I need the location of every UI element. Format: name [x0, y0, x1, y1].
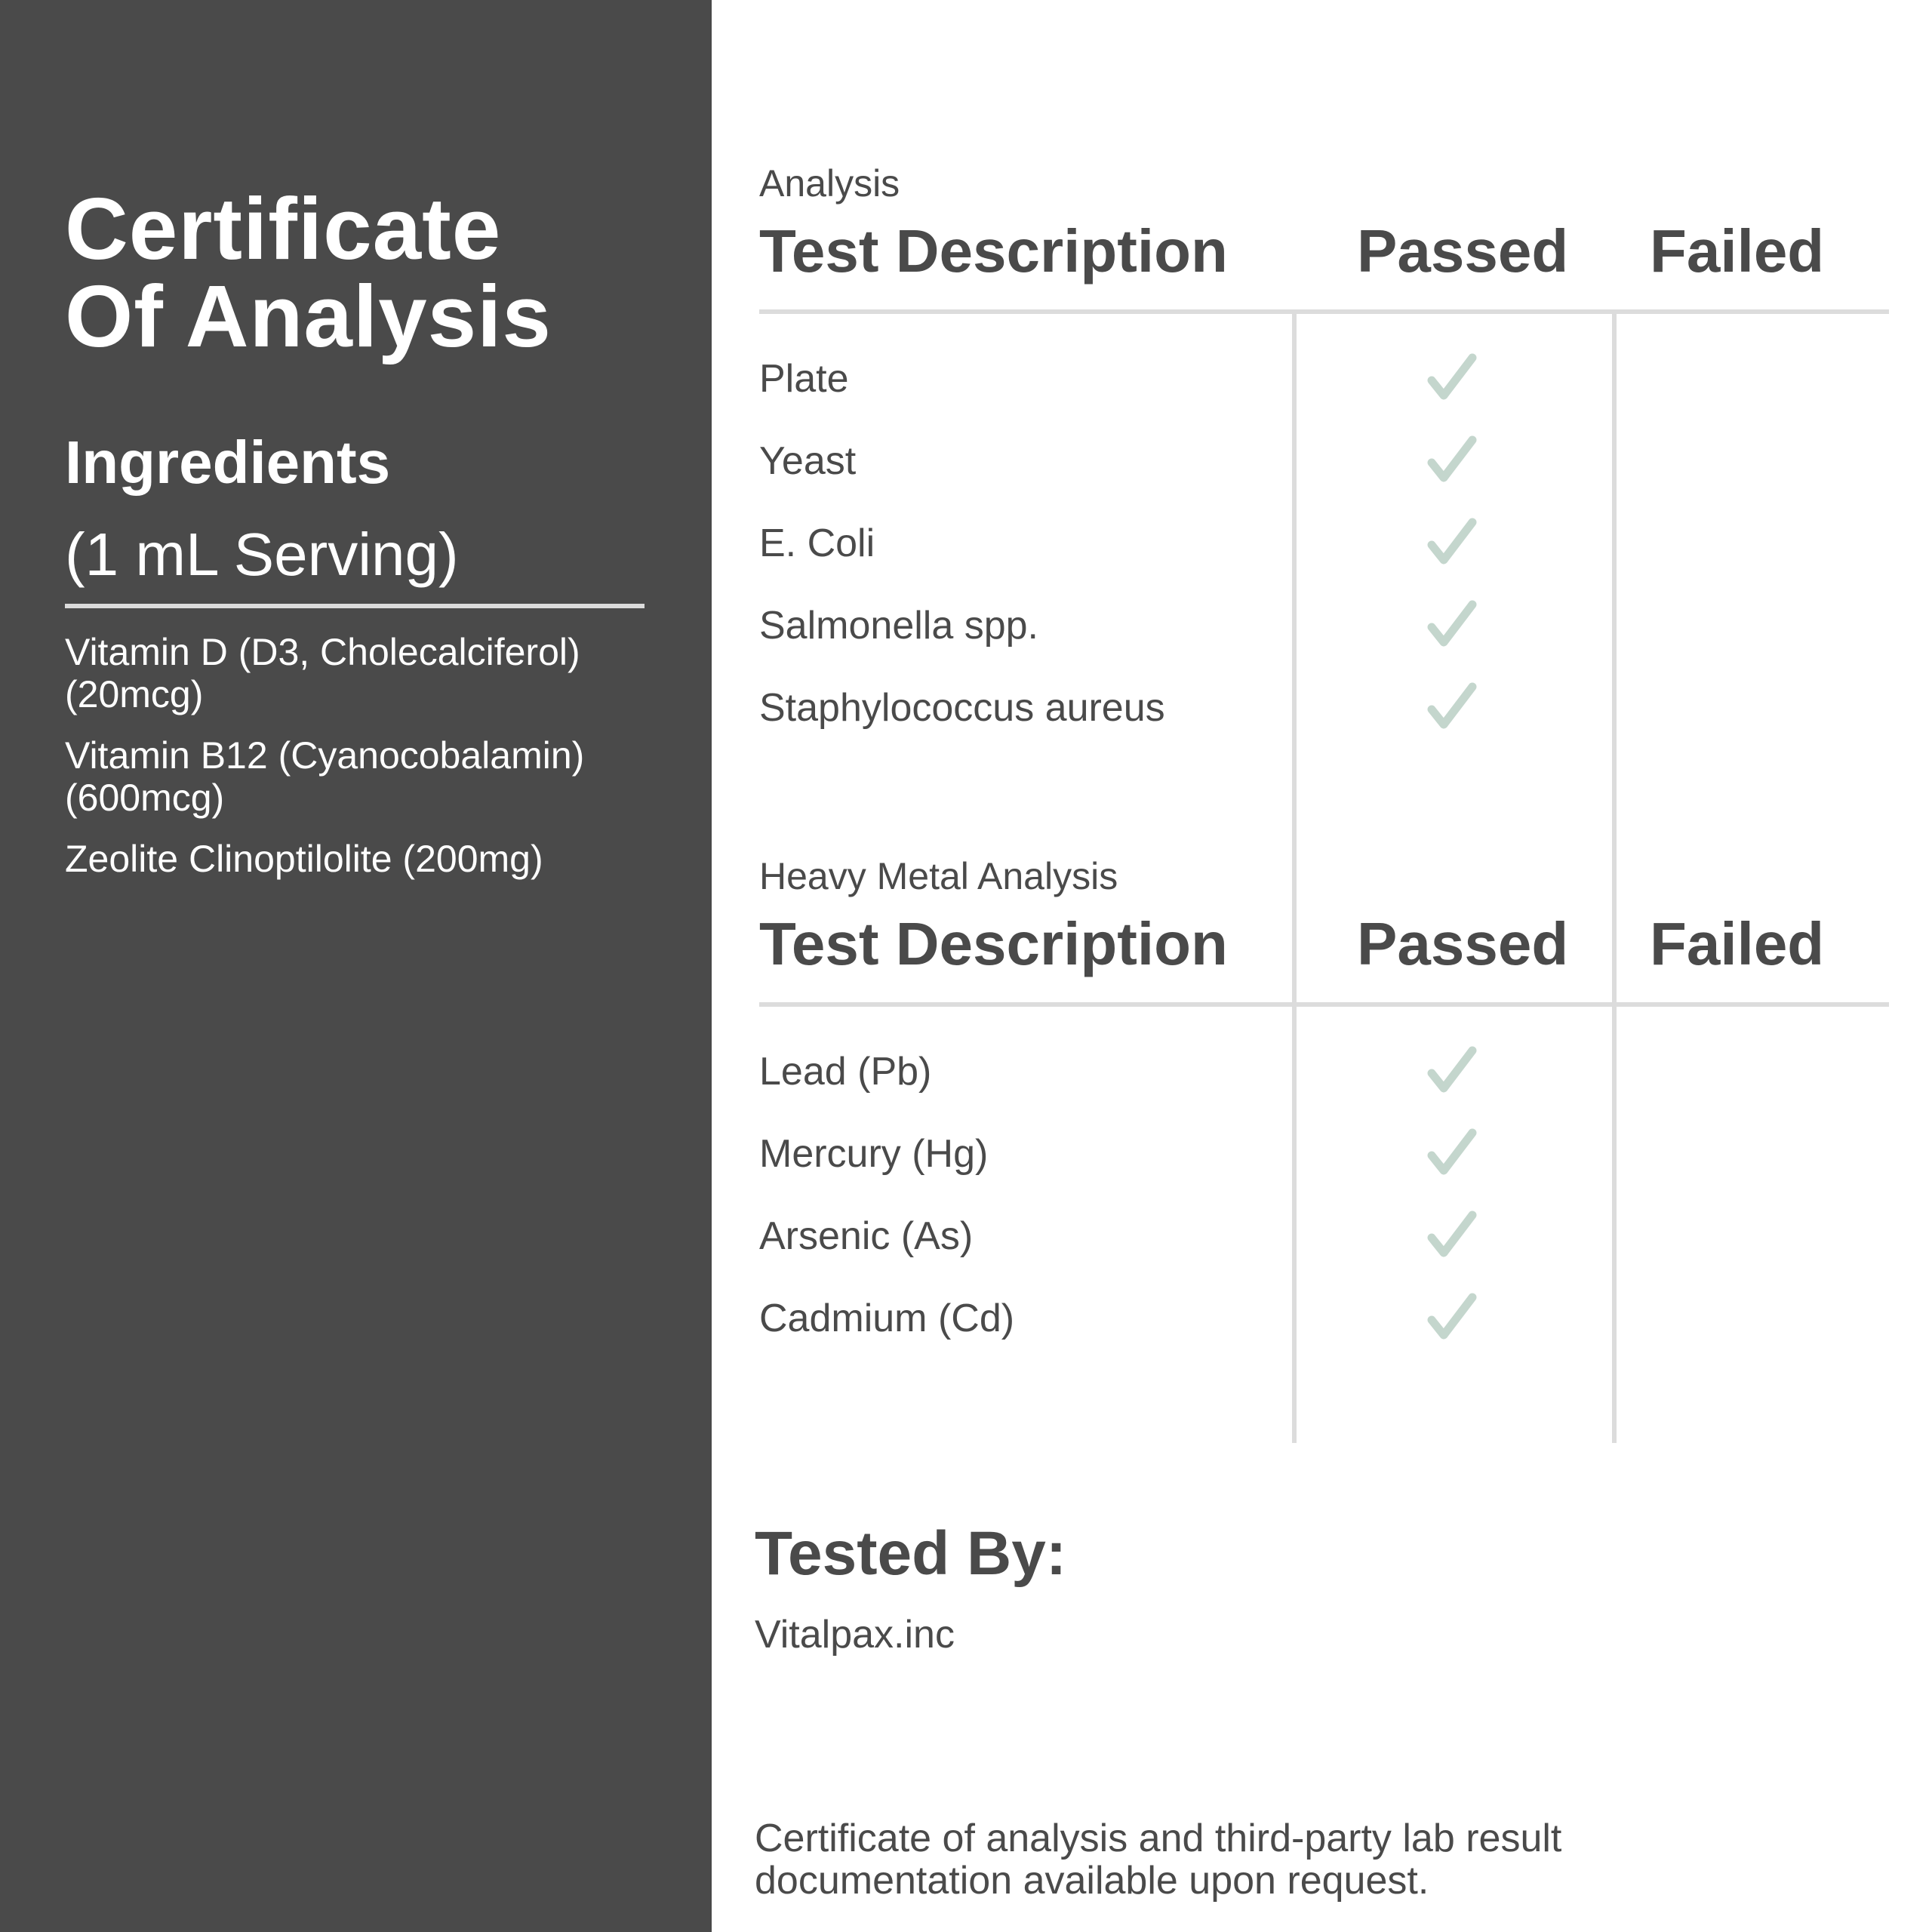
analysis-row-label: Plate — [759, 357, 849, 401]
heavy-metal-row-label: Lead (Pb) — [759, 1050, 932, 1094]
ingredient-item: Zeolite Clinoptilolite (200mg) — [65, 838, 543, 880]
analysis-row-label: Staphylococcus aureus — [759, 686, 1165, 730]
analysis-row-label: Yeast — [759, 439, 857, 483]
right-panel — [712, 0, 1932, 1932]
analysis-header-rule — [759, 309, 1889, 314]
check-icon — [1427, 353, 1477, 403]
passed-column-divider — [1292, 314, 1297, 1443]
analysis-header-passed: Passed — [1357, 217, 1569, 285]
heavy-metal-header-failed: Failed — [1650, 910, 1825, 977]
ingredients-divider — [65, 604, 645, 608]
check-icon — [1427, 1211, 1477, 1260]
tested-by-value: Vitalpax.inc — [755, 1613, 955, 1657]
check-icon — [1427, 435, 1477, 485]
ingredients-list — [65, 631, 669, 899]
heavy-metal-row-label: Mercury (Hg) — [759, 1132, 989, 1176]
heavy-metal-row-label: Cadmium (Cd) — [759, 1297, 1015, 1340]
heavy-metal-header-description: Test Description — [759, 910, 1228, 977]
check-icon — [1427, 1128, 1477, 1178]
left-panel — [0, 0, 712, 1932]
check-icon — [1427, 682, 1477, 732]
analysis-header-description: Test Description — [759, 217, 1228, 285]
heavy-metal-row-label: Arsenic (As) — [759, 1214, 974, 1258]
serving-size: (1 mL Serving) — [65, 521, 459, 588]
analysis-header-failed: Failed — [1650, 217, 1825, 285]
ingredient-item: Vitamin B12 (Cyanocobalamin) (600mcg) — [65, 734, 585, 819]
ingredients-title: Ingredients — [65, 429, 391, 496]
analysis-row-label: Salmonella spp. — [759, 604, 1038, 648]
analysis-row-label: E. Coli — [759, 521, 875, 565]
title-line-1: Certificate — [65, 180, 502, 278]
check-icon — [1427, 600, 1477, 650]
check-icon — [1427, 1293, 1477, 1343]
page-title — [65, 180, 552, 365]
failed-column-divider — [1612, 314, 1617, 1443]
heavy-metal-header-rule — [759, 1002, 1889, 1007]
ingredient-item: Vitamin D (D3, Cholecalciferol) (20mcg) — [65, 631, 580, 715]
analysis-label: Analysis — [759, 162, 900, 205]
title-line-2: Of Analysis — [65, 267, 552, 365]
tested-by-title: Tested By: — [755, 1519, 1067, 1588]
heavy-metal-label: Heavy Metal Analysis — [759, 855, 1118, 897]
footer-note: Certificate of analysis and third-party lab result documentation available upon request. — [755, 1817, 1562, 1903]
check-icon — [1427, 518, 1477, 568]
heavy-metal-header-passed: Passed — [1357, 910, 1569, 977]
check-icon — [1427, 1046, 1477, 1096]
